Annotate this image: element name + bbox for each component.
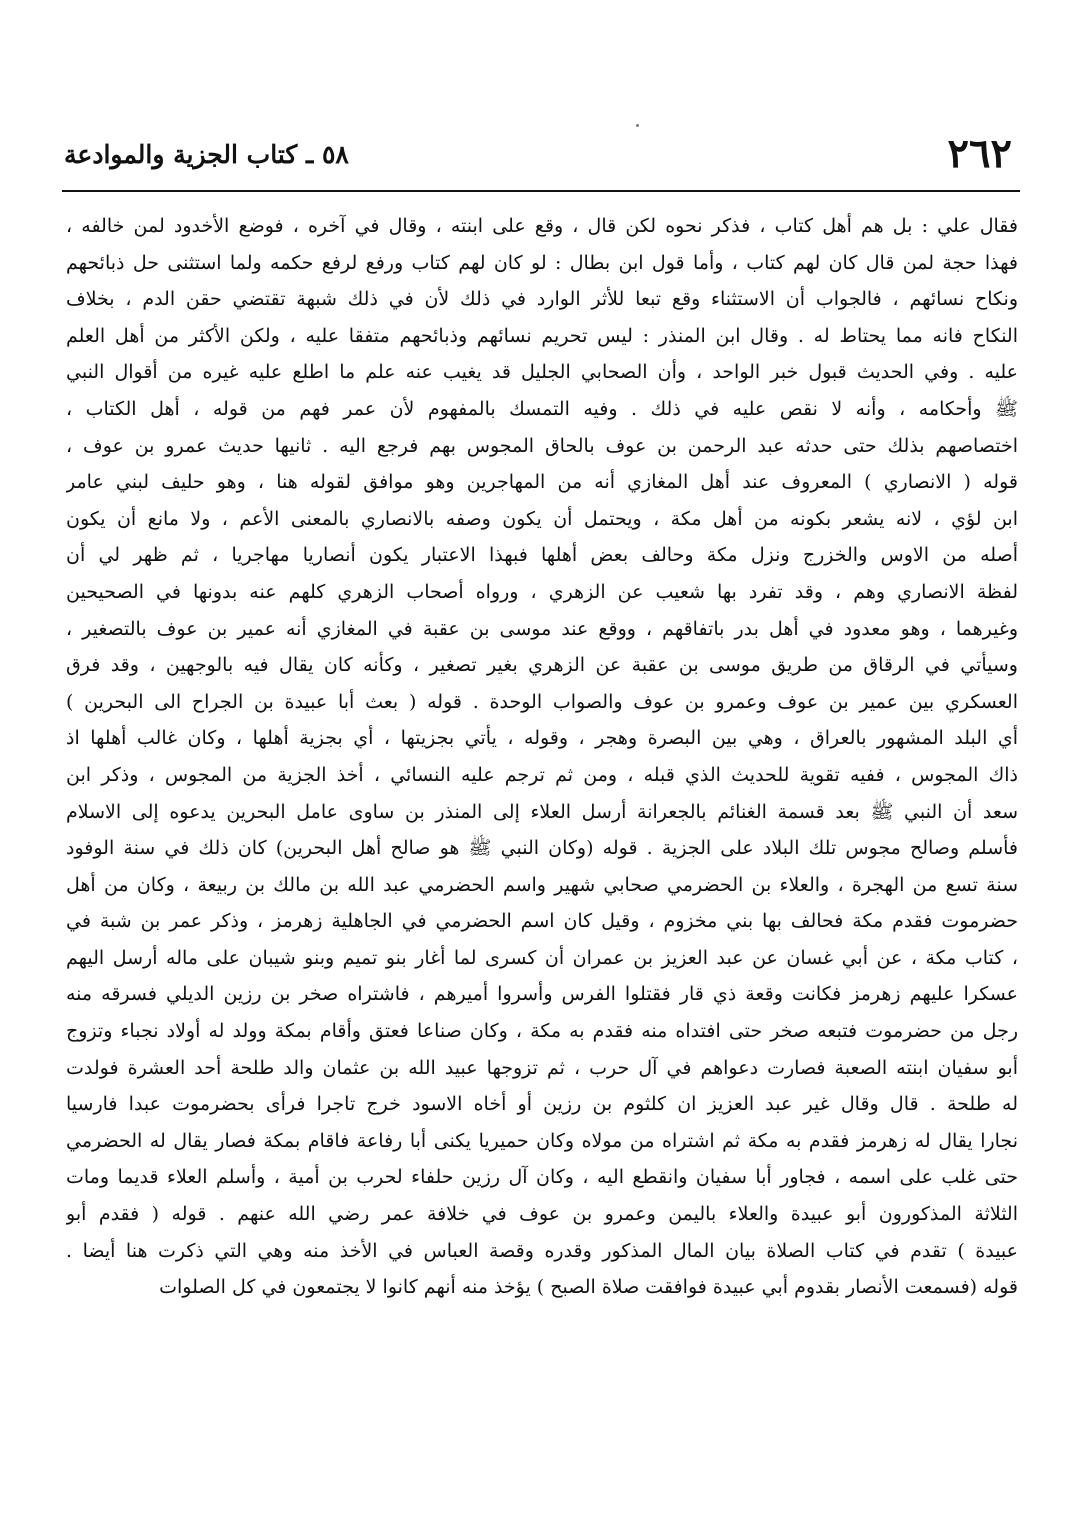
text-line: العسكري بين عمير بن عوف وعمرو بن عوف والصواب الوحدة . قوله ( بعث أبا عبيدة بن الجراح الى البحرين ) <box>66 690 1018 713</box>
text-line: قوله ( الانصاري ) المعروف عند أهل المغازي أنه من المهاجرين وهو موافق لقوله هنا ، وهو حليف لبني عامر <box>66 471 1018 494</box>
page-header <box>62 130 1020 186</box>
header-rule <box>62 190 1020 192</box>
text-line: وسيأتي في الرقاق من طريق موسى بن عقبة عن الزهري بغير تصغير ، وكأنه كان يقال فيه بالوجهين ، وقد فرق <box>66 654 1018 677</box>
text-line: أصله من الاوس والخزرج ونزل مكة وحالف بعض أهلها فبهذا الاعتبار يكون أنصاريا مهاجريا ، ثم ظهر لي أن <box>66 544 1018 567</box>
body-text <box>66 208 1018 1306</box>
page-number: ٢٦٢ <box>947 130 1012 177</box>
running-title: ٥٨ ـ كتاب الجزية والموادعة <box>64 140 349 169</box>
text-line: ذاك المجوس ، ففيه تقوية للحديث الذي قبله ، ومن ثم ترجم عليه النسائي ، أخذ الجزية من المجوس ، وذكر ابن <box>66 763 1018 786</box>
text-line: ، كتاب مكة ، عن أبي غسان عن عبد العزيز بن عمران أن كسرى لما أغار بنو تميم وبنو شيبان على ماله أرسل اليهم <box>66 946 1018 969</box>
text-line: ﷺ وأحكامه ، وأنه لا نقص عليه في ذلك . وفيه التمسك بالمفهوم لأن عمر فهم من قوله ، أهل الكتاب ، <box>66 397 1018 420</box>
text-line: اختصاصهم بذلك حتى حدثه عبد الرحمن بن عوف بالحاق المجوس بهم فرجع اليه . ثانيها حديث عمرو بن عوف ، <box>66 434 1018 457</box>
text-line: أبو سفيان ابنته الصعبة فصارت دعواهم في آل حرب ، ثم تزوجها عبيد الله بن عثمان والد طلحة أحد العشرة فولدت <box>66 1056 1018 1079</box>
text-line: ونكاح نسائهم ، فالجواب أن الاستثناء وقع تبعا للأثر الوارد في ذلك لأن في ذلك شبهة تقتضي حقن الدم ، بخلاف <box>66 288 1018 311</box>
text-line: عبيدة ) تقدم في كتاب الصلاة بيان المال المذكور وقدره وقصة العباس في الأخذ منه وهي التي ذكرت هنا أيضا . <box>66 1239 1018 1262</box>
text-line: فقال علي : بل هم أهل كتاب ، فذكر نحوه لكن قال ، وقع على ابنته ، وقال في آخره ، فوضع الأخدود لمن خالفه ، <box>66 215 1018 237</box>
text-line: عليه . وفي الحديث قبول خبر الواحد ، وأن الصحابي الجليل قد يغيب عنه علم ما اطلع عليه غيره من أقوال النبي <box>66 361 1018 384</box>
text-line: له طلحة . قال وقال غير عبد العزيز ان كلثوم بن رزين أو أخاه الاسود خرج تاجرا فرأى بحضرموت عبدا فارسيا <box>66 1093 1018 1116</box>
text-line: أي البلد المشهور بالعراق ، وهي بين البصرة وهجر ، وقوله ، يأتي بجزيتها ، أي بجزية أهلها ، وكان غالب أهلها اذ <box>66 727 1018 750</box>
text-line: رجل من حضرموت فتبعه صخر حتى افتداه منه فقدم به مكة ، وكان صناعا فعتق وأقام بمكة وولد له أولاد نجباء وتزوج <box>66 1020 1018 1043</box>
text-line: حتى غلب على اسمه ، فجاور أبا سفيان وانقطع اليه ، وكان آل رزين حلفاء لحرب بن أمية ، وأسلم العلاء قديما ومات <box>66 1166 1018 1189</box>
text-line: عسكرا عليهم زهرمز فكانت وقعة ذي قار فقتلوا الفرس وأسروا أميرهم ، فاشتراه صخر بن رزين الديلي فسرقه منه <box>66 983 1018 1006</box>
paper-speck <box>636 124 639 127</box>
text-line: حضرموت فقدم مكة فحالف بها بني مخزوم ، وقيل كان اسم الحضرمي في الجاهلية زهرمز ، وذكر عمر بن شبة في <box>66 910 1018 933</box>
text-line: النكاح فانه مما يحتاط له . وقال ابن المنذر : ليس تحريم نسائهم وذبائحهم متفقا عليه ، ولكن الأكثر من أهل العلم <box>66 324 1018 347</box>
text-line: قوله (فسمعت الأنصار بقدوم أبي عبيدة فوافقت صلاة الصبح ) يؤخذ منه أنهم كانوا لا يجتمعون في كل الصلوات <box>159 1276 1018 1299</box>
text-line: سعد أن النبي ﷺ بعد قسمة الغنائم بالجعرانة أرسل العلاء إلى المنذر بن ساوى عامل البحرين يدعوه إلى الاسلام <box>66 800 1018 823</box>
text-line: لفظة الانصاري وهم ، وقد تفرد بها شعيب عن الزهري ، ورواه أصحاب الزهري كلهم عنه بدونها في الصحيحين <box>66 580 1018 603</box>
text-line: فهذا حجة لمن قال كان لهم كتاب ، وأما قول ابن بطال : لو كان لهم كتاب ورفع لرفع حكمه ولما استثنى حل ذبائحهم <box>66 251 1018 274</box>
text-line: الثلاثة المذكورون أبو عبيدة والعلاء باليمن وعمرو بن عوف في خلافة عمر رضي الله عنهم . قوله ( فقدم أبو <box>66 1203 1018 1226</box>
text-line: وغيرهما ، وهو معدود في أهل بدر باتفاقهم ، ووقع عند موسى بن عقبة في المغازي أنه عمير بن عوف بالتصغير ، <box>66 617 1018 640</box>
text-line: سنة تسع من الهجرة ، والعلاء بن الحضرمي صحابي شهير واسم الحضرمي عبد الله بن مالك بن ربيعة ، وكان من أهل <box>66 873 1018 896</box>
text-line: ابن لؤي ، لانه يشعر بكونه من أهل مكة ، ويحتمل أن يكون وصفه بالانصاري بالمعنى الأعم ، ولا مانع أن يكون <box>66 507 1018 530</box>
text-line: فأسلم وصالح مجوس تلك البلاد على الجزية . قوله (وكان النبي ﷺ هو صالح أهل البحرين) كان ذلك في سنة الوفود <box>66 837 1018 860</box>
text-line: نجارا يقال له زهرمز فقدم به مكة ثم اشتراه من مولاه وكان حميريا يكنى أبا رفاعة فاقام بمكة فصار يقال له الحضرمي <box>66 1129 1018 1152</box>
